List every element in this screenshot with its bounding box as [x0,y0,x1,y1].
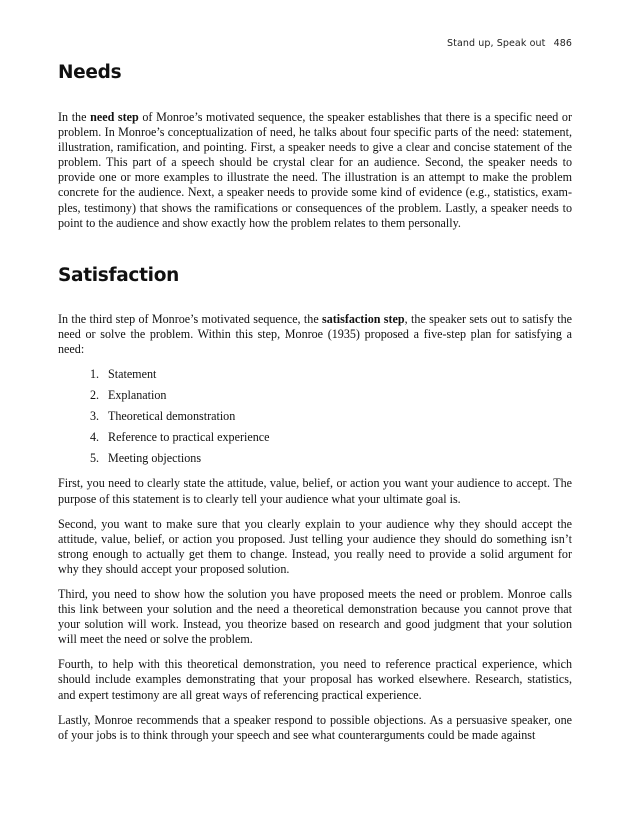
body-paragraph-third: Third, you need to show how the solution you have proposed meets the need or problem. Monroe calls this link between your solution and the need a theoretical demonstration because you cannot prove that your solution will work. Instead, you theorize based on research and good judgment that your solution will meet the need or solve the problem. [58,586,572,647]
list-item-number: 3. [90,409,100,424]
running-title: Stand up, Speak out [446,38,546,49]
satisfaction-text-before: In the third step of Monroe’s motivated sequence, the [58,311,323,326]
list-item [58,451,572,466]
list-item-label: Explanation [108,388,167,403]
list-item-number: 2. [90,388,100,403]
list-item [58,430,572,445]
section-heading-satisfaction: Satisfaction [58,264,179,286]
running-header [447,38,572,49]
list-item [58,367,572,382]
list-item-number: 4. [90,430,100,445]
satisfaction-term: satisfaction step [322,311,405,326]
list-item-label: Meeting objections [108,451,202,466]
body-paragraph-first: First, you need to clearly state the attitude, value, belief, or action you want your audience to accept. The purpose of this statement is to clearly tell your audience what your ultimate goal is. [58,476,572,506]
satisfaction-text-after: , the speaker sets out to satisfy the need or solve the problem. Within this step, Monroe (1935) proposed a five-step plan for satisfying a need: [58,311,572,356]
needs-term: need step [90,110,139,124]
satisfaction-steps-list [58,367,572,466]
needs-text-before: In the [58,110,91,124]
page-content [58,60,572,743]
page-number: 486 [553,38,572,49]
list-item-label: Theoretical demonstration [108,409,236,424]
section-heading-needs: Needs [58,62,122,83]
needs-paragraph [58,110,572,231]
list-item-label: Statement [108,367,157,382]
list-item-number: 1. [90,367,100,382]
needs-text-after: of Monroe’s motivated sequence, the speaker establishes that there is a specific need or problem. In Monroe’s conceptualization of need, he talks about four specific parts of the need: statement, illustration, ramification, and pointing. First, a speaker needs to give a clear and concise statement of the problem. This part of a speech should be crystal clear for an audience. Second, the speaker needs to provide one or more examples to illustrate the need. The illustration is an attempt to make the problem concrete for the audience. Next, a speaker needs to provide some kind of evidence (e.g., statistics, examples, testimony) that shows the ramifications or consequences of the problem. Lastly, a speaker needs to point to the audience and show exactly how the problem relates to them personally. [58,110,572,230]
satisfaction-intro-paragraph [58,312,572,357]
body-paragraph-lastly: Lastly, Monroe recommends that a speaker respond to possible objections. As a persuasive speaker, one of your jobs is to think through your speech and see what counterarguments could be made against [58,712,572,742]
body-paragraph-second: Second, you want to make sure that you clearly explain to your audience why they should accept the attitude, value, belief, or action you proposed. Just telling your audience they should do something isn’t strong enough to actually get them to change. Instead, you really need to provide a solid argument for why they should accept your proposed solution. [58,516,572,576]
list-item-label: Reference to practical experience [108,430,270,445]
list-item-number: 5. [90,451,100,466]
list-item [58,409,572,424]
body-paragraph-fourth: Fourth, to help with this theoretical demonstration, you need to reference practical experience, which should include examples demonstrating that your proposal has worked elsewhere. Research, statistics, and expert testimony are all great ways of referencing practical experience. [58,657,572,702]
list-item [58,388,572,403]
